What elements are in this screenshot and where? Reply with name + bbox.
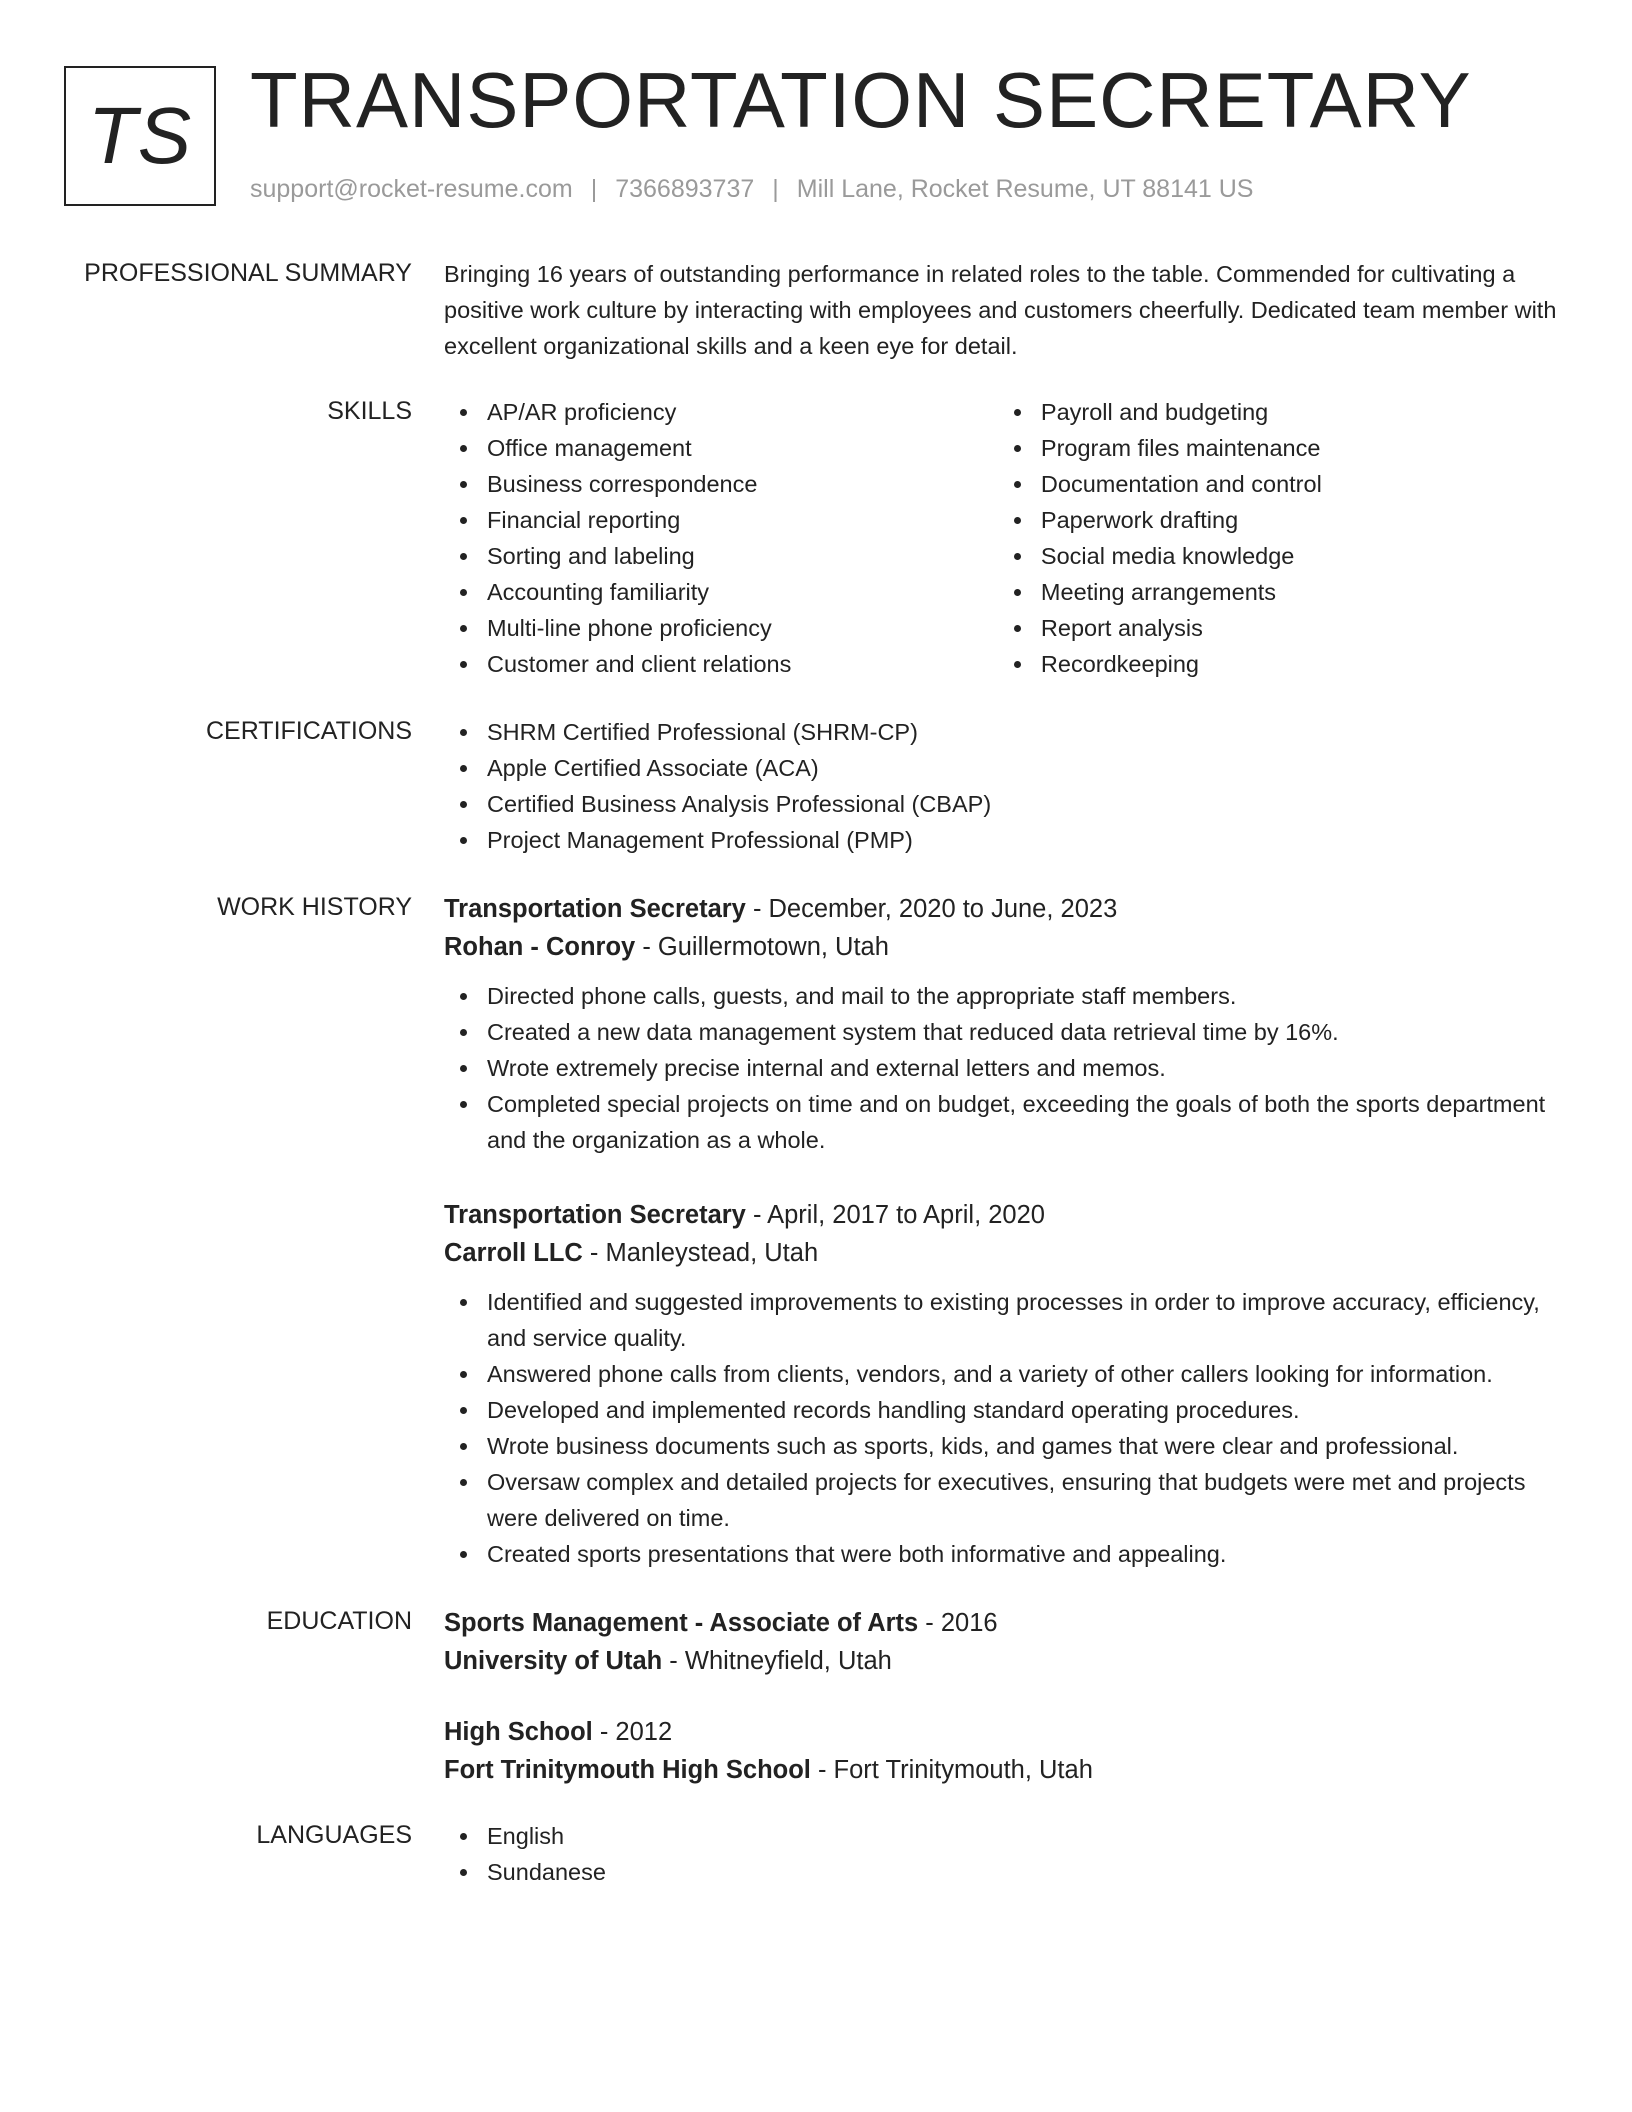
skill-item: Meeting arrangements xyxy=(1041,574,1564,610)
education-entry xyxy=(444,1604,1564,1680)
summary-text: Bringing 16 years of outstanding performance in related roles to the table. Commended for cultivating a positive work culture by interacting with employees and customers cheerfully. Dedicated team member with excellent organizational skills and a keen eye for detail. xyxy=(444,261,1557,359)
education-location: - Whitneyfield, Utah xyxy=(662,1647,892,1675)
certification-item: Certified Business Analysis Professional (CBAP) xyxy=(487,786,1564,822)
job-bullet: Oversaw complex and detailed projects for executives, ensuring that budgets were met and projects were delivered on time. xyxy=(487,1464,1564,1536)
certification-item: Project Management Professional (PMP) xyxy=(487,822,1564,858)
education-year: - 2012 xyxy=(592,1718,673,1746)
skills-column-2 xyxy=(998,394,1564,682)
education-degree-line xyxy=(444,1604,1564,1642)
certification-item: SHRM Certified Professional (SHRM-CP) xyxy=(487,714,1564,750)
section-title-skills: SKILLS xyxy=(327,397,412,425)
skill-item: Payroll and budgeting xyxy=(1041,394,1564,430)
education-year: - 2016 xyxy=(918,1609,998,1637)
work-history-body xyxy=(444,890,1564,1610)
skill-item: Accounting familiarity xyxy=(487,574,998,610)
section-title-languages: LANGUAGES xyxy=(256,1821,412,1849)
education-entry xyxy=(444,1713,1564,1789)
section-title-education: EDUCATION xyxy=(266,1607,412,1635)
job-company-line xyxy=(444,1234,1564,1272)
skill-item: Documentation and control xyxy=(1041,466,1564,502)
job-entry xyxy=(444,890,1564,1158)
contact-separator: | xyxy=(590,175,598,203)
skill-item: Office management xyxy=(487,430,998,466)
skill-item: Financial reporting xyxy=(487,502,998,538)
job-location: - Manleystead, Utah xyxy=(582,1239,819,1267)
job-bullets xyxy=(444,1284,1564,1572)
job-bullet: Directed phone calls, guests, and mail to the appropriate staff members. xyxy=(487,978,1564,1014)
language-item: English xyxy=(487,1818,1564,1854)
certification-item: Apple Certified Associate (ACA) xyxy=(487,750,1564,786)
education-school: Fort Trinitymouth High School xyxy=(444,1756,811,1784)
skill-item: Multi-line phone proficiency xyxy=(487,610,998,646)
contact-address: Mill Lane, Rocket Resume, UT 88141 US xyxy=(796,175,1254,203)
job-title-line xyxy=(444,1196,1564,1234)
education-degree: High School xyxy=(444,1718,593,1746)
job-bullet: Created sports presentations that were both informative and appealing. xyxy=(487,1536,1564,1572)
skill-item: Customer and client relations xyxy=(487,646,998,682)
contact-separator: | xyxy=(772,175,779,203)
skill-item: AP/AR proficiency xyxy=(487,394,998,430)
job-dates: - April, 2017 to April, 2020 xyxy=(745,1201,1045,1229)
job-bullet: Created a new data management system that reduced data retrieval time by 16%. xyxy=(487,1014,1564,1050)
education-degree: Sports Management - Associate of Arts xyxy=(444,1609,919,1637)
monogram-initials: TS xyxy=(87,91,193,180)
job-company-line xyxy=(444,928,1564,966)
skill-item: Program files maintenance xyxy=(1041,430,1564,466)
job-bullet: Identified and suggested improvements to existing processes in order to improve accuracy, efficiency, and service quality. xyxy=(487,1284,1564,1356)
language-item: Sundanese xyxy=(487,1854,1564,1890)
section-title-work: WORK HISTORY xyxy=(217,893,412,921)
certifications-list xyxy=(444,714,1564,858)
education-location: - Fort Trinitymouth, Utah xyxy=(810,1756,1093,1784)
education-school-line xyxy=(444,1642,1564,1680)
job-location: - Guillermotown, Utah xyxy=(635,933,889,961)
job-bullet: Answered phone calls from clients, vendors, and a variety of other callers looking for information. xyxy=(487,1356,1564,1392)
monogram-box xyxy=(64,66,216,206)
job-title-line xyxy=(444,890,1564,928)
job-role: Transportation Secretary xyxy=(444,895,746,923)
languages-body xyxy=(444,1818,1564,1890)
skill-item: Paperwork drafting xyxy=(1041,502,1564,538)
skills-column-1 xyxy=(444,394,998,682)
languages-list xyxy=(444,1818,1564,1890)
education-school: University of Utah xyxy=(444,1647,663,1675)
job-company: Rohan - Conroy xyxy=(444,933,636,961)
job-entry xyxy=(444,1196,1564,1572)
job-bullets xyxy=(444,978,1564,1158)
skill-item: Report analysis xyxy=(1041,610,1564,646)
skills-body xyxy=(444,394,1564,682)
job-bullet: Completed special projects on time and on budget, exceeding the goals of both the sports department and the organization as a whole. xyxy=(487,1086,1564,1158)
contact-phone[interactable]: 7366893737 xyxy=(615,175,755,203)
contact-line xyxy=(250,174,1253,204)
job-role: Transportation Secretary xyxy=(444,1201,746,1229)
education-school-line xyxy=(444,1751,1564,1789)
skill-item: Social media knowledge xyxy=(1041,538,1564,574)
job-dates: - December, 2020 to June, 2023 xyxy=(745,895,1118,923)
education-degree-line xyxy=(444,1713,1564,1751)
skill-item: Recordkeeping xyxy=(1041,646,1564,682)
skill-item: Business correspondence xyxy=(487,466,998,502)
skill-item: Sorting and labeling xyxy=(487,538,998,574)
candidate-name: TRANSPORTATION SECRETARY xyxy=(250,56,1472,144)
job-bullet: Wrote business documents such as sports, kids, and games that were clear and professional. xyxy=(487,1428,1564,1464)
section-title-summary: PROFESSIONAL SUMMARY xyxy=(84,259,412,287)
certifications-body xyxy=(444,714,1564,858)
job-bullet: Developed and implemented records handling standard operating procedures. xyxy=(487,1392,1564,1428)
contact-email[interactable]: support@rocket-resume.com xyxy=(250,175,573,203)
section-title-certifications: CERTIFICATIONS xyxy=(205,717,412,745)
job-company: Carroll LLC xyxy=(444,1239,583,1267)
summary-body xyxy=(444,256,1564,364)
job-bullet: Wrote extremely precise internal and external letters and memos. xyxy=(487,1050,1564,1086)
education-body xyxy=(444,1604,1564,1822)
